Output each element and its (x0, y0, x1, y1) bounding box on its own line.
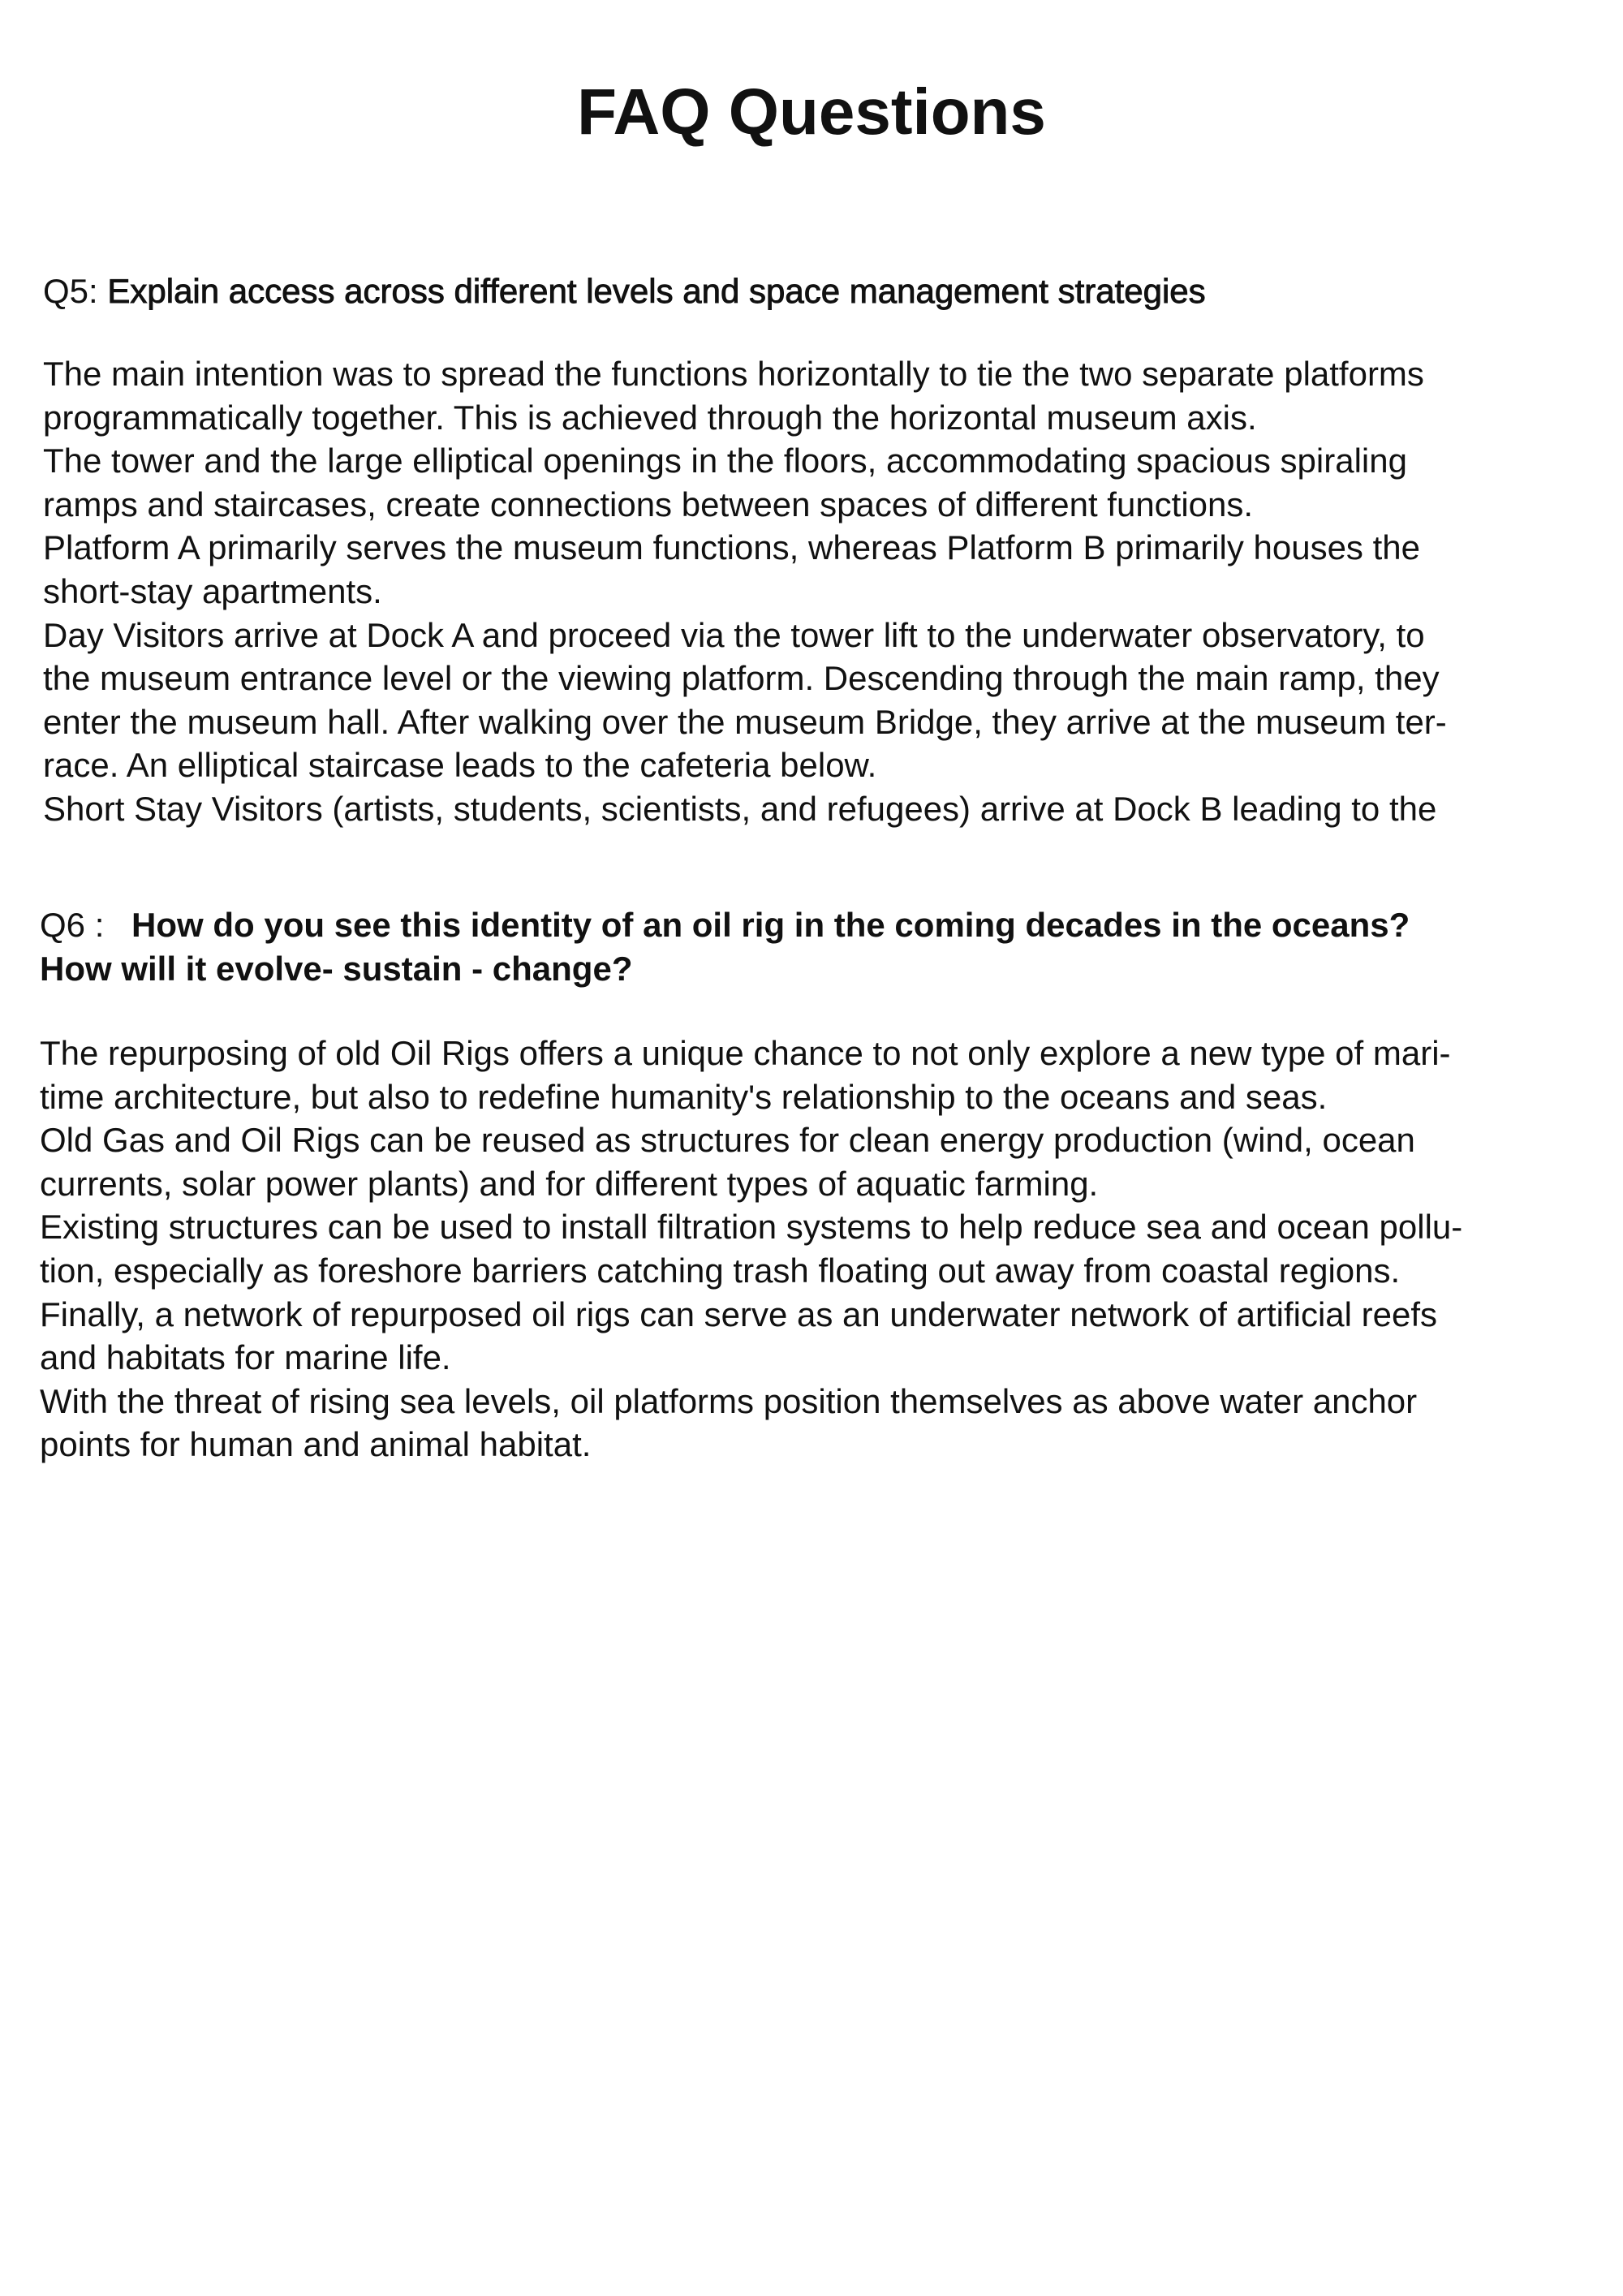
answer-line: enter the museum hall. After walking over the museum Bridge, they arrive at the museum ter- (43, 702, 1447, 741)
question-heading (43, 269, 1601, 313)
answer-line: The tower and the large elliptical openings in the floors, accommodating spacious spiraling (43, 442, 1407, 480)
question-label: Q5: (43, 272, 98, 310)
answer-line: points for human and animal habitat. (40, 1425, 592, 1464)
answer-line: Old Gas and Oil Rigs can be reused as structures for clean energy production (wind, ocean (40, 1121, 1415, 1160)
answer-line: With the threat of rising sea levels, oil platforms position themselves as above water anchor (40, 1381, 1418, 1420)
answer-line: The repurposing of old Oil Rigs offers a unique chance to not only explore a new type of mari- (40, 1034, 1451, 1072)
question-text-line: How do you see this identity of an oil rig in the coming decades in the oceans? (131, 906, 1410, 944)
answer-line: Platform A primarily serves the museum functions, whereas Platform B primarily houses the (43, 528, 1420, 567)
answer-line: time architecture, but also to redefine humanity's relationship to the oceans and seas. (40, 1077, 1328, 1116)
answer-line: Finally, a network of repurposed oil rigs can serve as an underwater network of artificial reefs (40, 1294, 1438, 1333)
answer-line: programmatically together. This is achieved through the horizontal museum axis. (43, 398, 1257, 437)
question-text: Explain access across different levels and space management strategies (107, 272, 1206, 310)
answer-line: short-stay apartments. (43, 571, 382, 610)
faq-item-q5 (43, 269, 1601, 831)
answer-line: currents, solar power plants) and for different types of aquatic farming. (40, 1164, 1099, 1203)
question-label: Q6 : (40, 906, 105, 944)
answer-line: Day Visitors arrive at Dock A and proceed via the tower lift to the underwater observatory, to (43, 615, 1425, 654)
answer-line: the museum entrance level or the viewing platform. Descending through the main ramp, they (43, 659, 1440, 698)
answer-line: Existing structures can be used to install filtration systems to help reduce sea and ocean pollu- (40, 1208, 1463, 1247)
question-text-line: How will it evolve- sustain - change? (40, 950, 633, 988)
question-heading (40, 903, 1598, 991)
answer-text (40, 1032, 1598, 1467)
answer-text (43, 352, 1601, 831)
answer-line: race. An elliptical staircase leads to the cafeteria below. (43, 746, 877, 785)
answer-line: and habitats for marine life. (40, 1338, 451, 1377)
answer-line: Short Stay Visitors (artists, students, scientists, and refugees) arrive at Dock B leading to the (43, 789, 1437, 828)
answer-line: tion, especially as foreshore barriers catching trash floating out away from coastal regions. (40, 1251, 1401, 1290)
page-title: FAQ Questions (577, 75, 1046, 148)
answer-line: ramps and staircases, create connections between spaces of different functions. (43, 485, 1254, 523)
faq-item-q6 (40, 903, 1598, 1467)
answer-line: The main intention was to spread the functions horizontally to tie the two separate platforms (43, 355, 1424, 393)
